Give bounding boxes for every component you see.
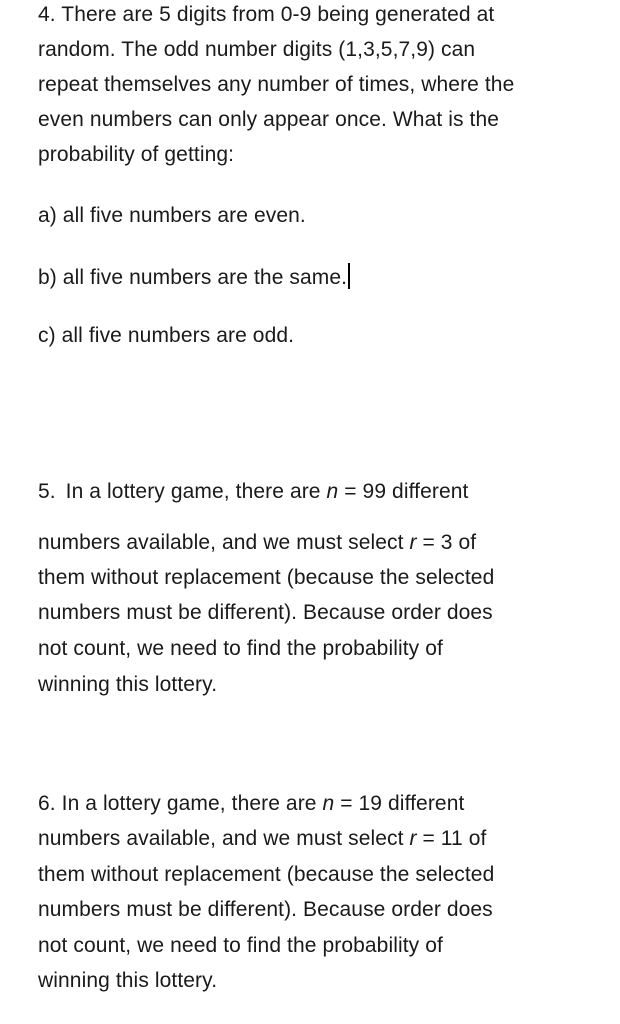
q5-line-1 [38, 479, 468, 505]
q4-part-b-row[interactable] [38, 263, 350, 291]
q4-line-5: probability of getting: [38, 143, 235, 166]
q6-line-2-pre: numbers available, and we must select [38, 827, 410, 850]
q4-part-a: a) all five numbers are even. [38, 204, 306, 227]
q6-r-variable: r [409, 827, 417, 850]
q5-line-2 [38, 530, 476, 556]
q5-line-3: them without replacement (because the selected [38, 566, 495, 589]
q6-line-6: winning this lottery. [38, 969, 218, 992]
q5-line-2-pre: numbers available, and we must select [38, 531, 410, 554]
q6-line-1-pre: 6. In a lottery game, there are [38, 792, 323, 815]
q4-line-4: even numbers can only appear once. What is the [38, 108, 500, 131]
q6-line-1 [38, 791, 464, 817]
q5-line-6: winning this lottery. [38, 673, 218, 696]
q5-n-variable: n [326, 480, 339, 503]
q5-line-2-post: = 3 of [416, 531, 477, 554]
q5-line-1-post: = 99 different [338, 480, 469, 503]
q6-line-5: not count, we need to find the probability of [38, 934, 443, 957]
q5-line-5: not count, we need to find the probability of [38, 637, 443, 660]
q6-n-variable: n [322, 792, 335, 815]
q6-line-3: them without replacement (because the selected [38, 863, 495, 886]
q5-number: 5. [38, 480, 56, 503]
q5-line-1-pre: In a lottery game, there are [65, 480, 327, 503]
q5-r-variable: r [409, 531, 417, 554]
q4-part-c: c) all five numbers are odd. [38, 324, 295, 347]
q6-line-2-post: = 11 of [416, 827, 487, 850]
q4-part-b: b) all five numbers are the same. [38, 266, 348, 289]
q4-line-1: 4. There are 5 digits from 0-9 being generated at [38, 3, 495, 26]
q6-line-4: numbers must be different). Because order does [38, 898, 493, 921]
q4-line-3: repeat themselves any number of times, where the [38, 73, 515, 96]
q4-line-2: random. The odd number digits (1,3,5,7,9) can [38, 38, 476, 61]
q6-line-1-post: = 19 different [334, 792, 465, 815]
text-cursor [348, 263, 350, 289]
q5-line-4: numbers must be different). Because order does [38, 601, 493, 624]
q6-line-2 [38, 826, 486, 852]
